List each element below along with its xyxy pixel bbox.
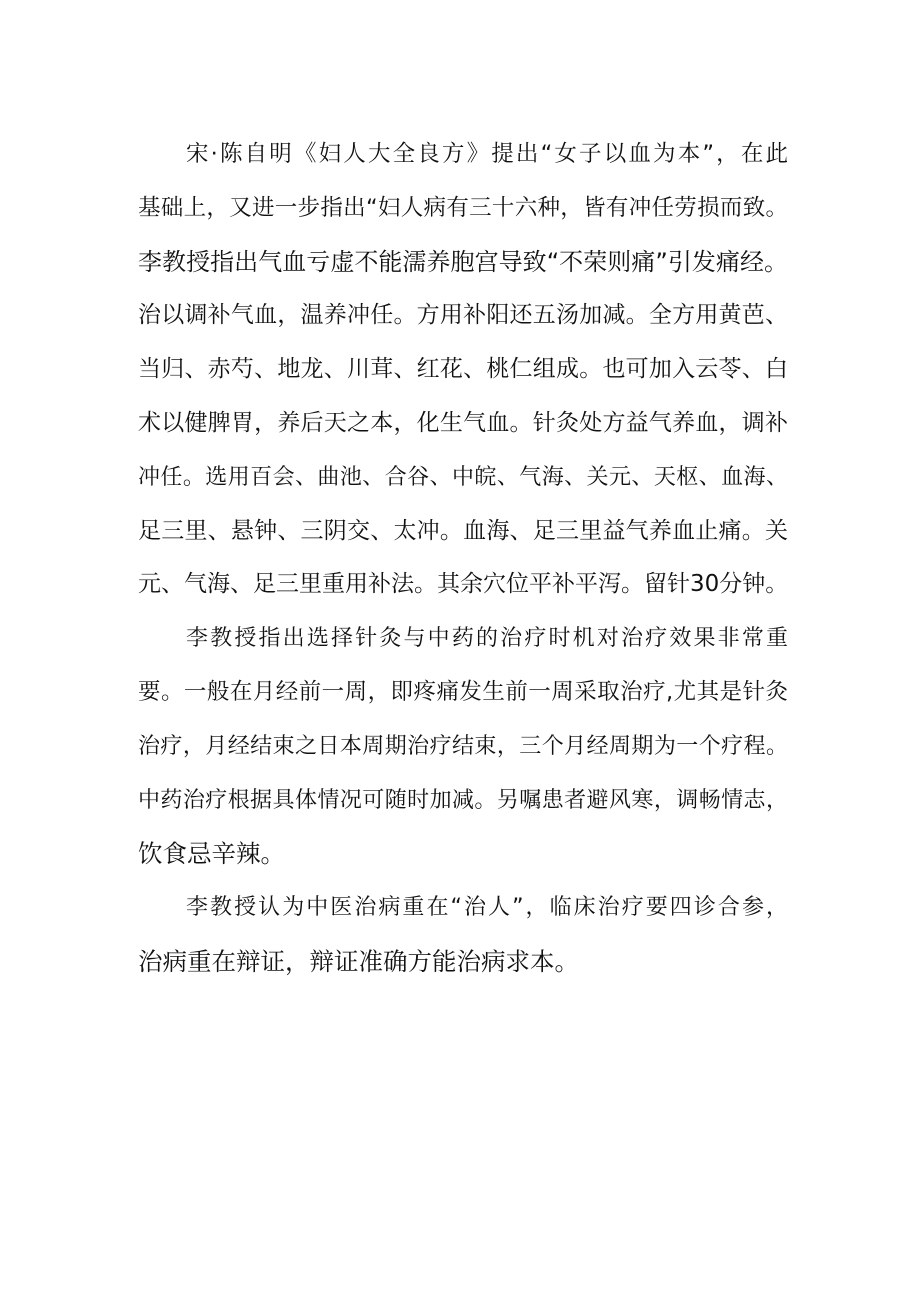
text-line: 治疗，月经结束之日本周期治疗结束，三个月经周期为一个疗程。 (138, 733, 788, 759)
text-line: 李教授指出气血亏虚不能濡养胞宫导致“不荣则痛”引发痛经。 (138, 247, 788, 276)
paragraph-1 (138, 128, 788, 612)
text-line: 基础上，又进一步指出“妇人病有三十六种，皆有冲任劳损而致。 (138, 194, 788, 221)
text-line: 治以调补气血，温养冲任。方用补阳还五汤加减。全方用黄芭、 (138, 302, 788, 329)
paragraph-2 (138, 612, 788, 881)
text-line: 当归、赤芍、地龙、川茸、红花、桃仁组成。也可加入云苓、白 (138, 356, 788, 383)
text-line: 李教授认为中医治病重在“治人”，临床治疗要四诊合参， (186, 895, 788, 921)
text-line: 饮食忌辛辣。 (138, 839, 285, 869)
text-line: 中药治疗根据具体情况可随时加减。另嘱患者避风寒，调畅情志， (138, 787, 788, 813)
text-line: 冲任。选用百会、曲池、合谷、中皖、气海、关元、天枢、血海、 (138, 464, 788, 490)
paragraph-3 (138, 881, 788, 989)
text-line: 李教授指出选择针灸与中药的治疗时机对治疗效果非常重 (186, 626, 788, 652)
text-line: 术以健脾胃，养后天之本，化生气血。针灸处方益气养血，调补 (138, 409, 788, 436)
text-line: 宋·陈自明《妇人大全良方》提出“女子以血为本”，在此 (186, 141, 788, 167)
text-line: 足三里、悬钟、三阴交、太冲。血海、足三里益气养血止痛。关 (138, 517, 788, 544)
document-body (138, 128, 788, 989)
text-line: 治病重在辩证，辩证准确方能治病求本。 (138, 946, 579, 976)
text-line: 要。一般在月经前一周，即疼痛发生前一周采取治疗,尤其是针灸 (138, 678, 788, 705)
text-line: 元、气海、足三里重用补法。其余穴位平补平泻。留针30分钟。 (138, 571, 789, 598)
